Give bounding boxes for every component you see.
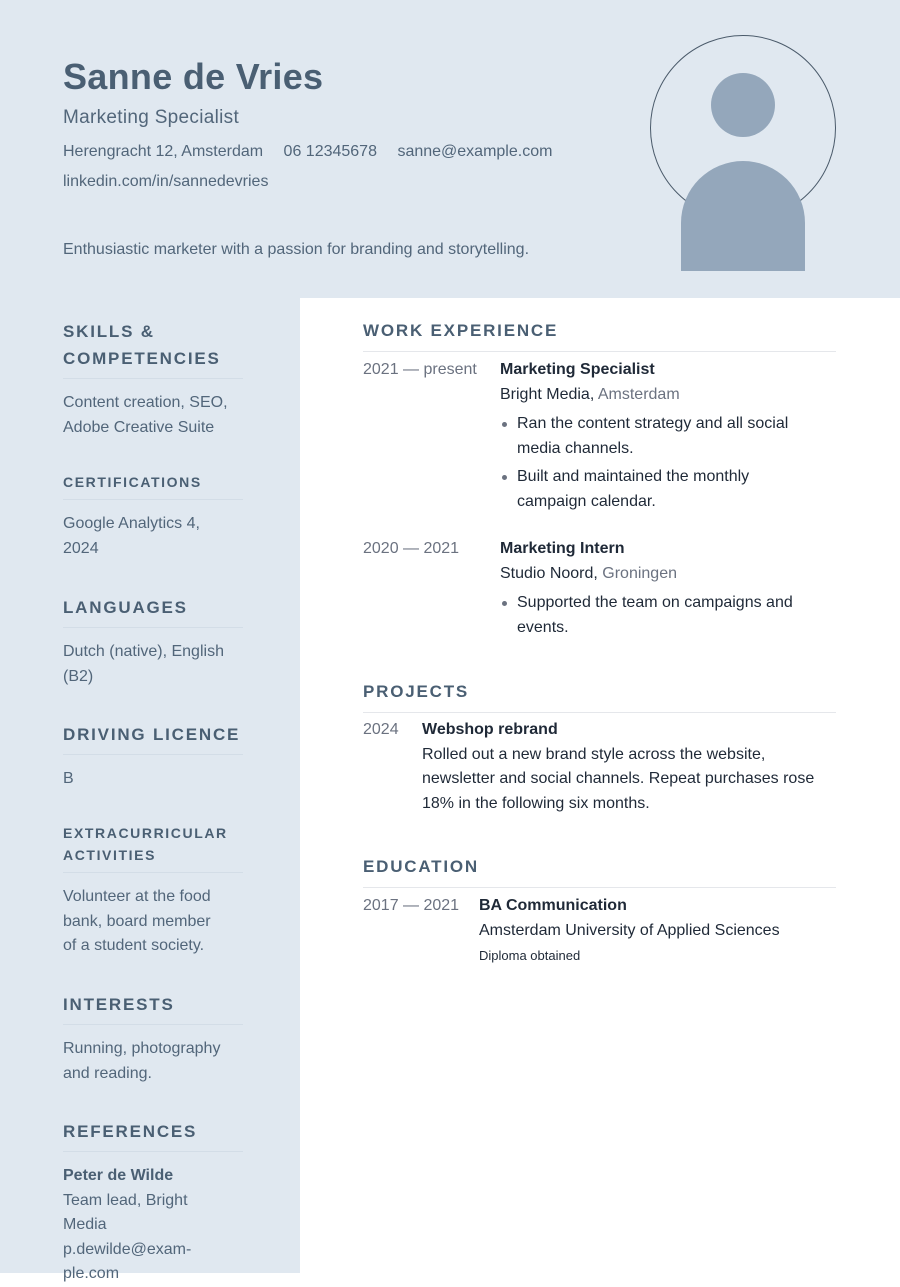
sidebar-heading-extracurricular: EXTRACURRICULAR ACTIVITIES bbox=[63, 822, 243, 873]
avatar-body bbox=[681, 161, 805, 271]
work-entry-2-location: Groningen bbox=[602, 564, 677, 582]
section-work-experience bbox=[363, 319, 836, 352]
contact-address: Herengracht 12, Amsterdam bbox=[63, 143, 264, 160]
sidebar-section-skills bbox=[63, 318, 243, 440]
work-entry-2-bullets bbox=[500, 591, 836, 640]
project-entry-1-title: Webshop rebrand bbox=[422, 721, 558, 738]
contact-phone: 06 12345678 bbox=[283, 143, 377, 160]
sidebar-section-certifications bbox=[63, 471, 243, 561]
contact-line bbox=[63, 143, 568, 161]
work-entry-2-org: Studio Noord, Groningen bbox=[500, 564, 677, 582]
project-entry-1 bbox=[422, 718, 840, 816]
work-entry-1 bbox=[500, 358, 836, 518]
bullet-item: Built and maintained the monthly campaign calendar. bbox=[500, 465, 806, 514]
work-entry-2-company: Studio Noord bbox=[500, 564, 594, 582]
sidebar-section-references bbox=[63, 1118, 243, 1287]
work-entry-2-dates: 2020 — 2021 bbox=[363, 540, 460, 557]
extracurricular-text: Volunteer at the food bank, board member of a student society. bbox=[63, 888, 211, 954]
sidebar-section-extracurricular bbox=[63, 822, 243, 959]
work-entry-1-bullets bbox=[500, 412, 836, 514]
profile-summary: Enthusiastic marketer with a passion for branding and storytelling. bbox=[63, 241, 530, 258]
section-projects bbox=[363, 680, 836, 713]
candidate-name: Sanne de Vries bbox=[63, 56, 324, 97]
sidebar-heading-interests: INTERESTS bbox=[63, 991, 243, 1025]
reference-role: Team lead, Bright Media bbox=[63, 1191, 188, 1233]
project-entry-1-description: Rolled out a new brand style across the website, newsletter and social channels. Repeat purchases rose 18% in the following six months. bbox=[422, 745, 815, 812]
work-entry-1-company: Bright Media bbox=[500, 385, 590, 403]
section-heading-projects: PROJECTS bbox=[363, 680, 836, 713]
candidate-job-title: Marketing Specialist bbox=[63, 107, 240, 128]
avatar-placeholder-icon bbox=[650, 35, 836, 221]
work-entry-1-dates: 2021 — present bbox=[363, 361, 477, 378]
sidebar-section-interests bbox=[63, 991, 243, 1086]
project-entry-1-year: 2024 bbox=[363, 721, 399, 738]
sidebar-heading-references: REFERENCES bbox=[63, 1118, 243, 1152]
avatar-head bbox=[711, 73, 775, 137]
certifications-text: Google Analytics 4, 2024 bbox=[63, 515, 200, 557]
education-entry-1 bbox=[479, 894, 836, 963]
sidebar-section-languages bbox=[63, 594, 243, 689]
sidebar-heading-skills: SKILLS & COMPETENCIES bbox=[63, 318, 243, 379]
bullet-item: Ran the content strategy and all social media channels. bbox=[500, 412, 806, 461]
contact-email[interactable]: sanne@example.com bbox=[397, 143, 553, 160]
interests-text: Running, photography and reading. bbox=[63, 1040, 221, 1082]
section-heading-education: EDUCATION bbox=[363, 855, 836, 888]
languages-text: Dutch (native), English (B2) bbox=[63, 643, 224, 685]
section-heading-work-experience: WORK EXPERIENCE bbox=[363, 319, 836, 352]
reference-name: Peter de Wilde bbox=[63, 1167, 174, 1184]
education-entry-1-degree: BA Communication bbox=[479, 897, 627, 914]
sidebar-heading-driving-licence: DRIVING LICENCE bbox=[63, 721, 243, 755]
bullet-item: Supported the team on campaigns and events. bbox=[500, 591, 806, 640]
section-education bbox=[363, 855, 836, 888]
education-entry-1-dates: 2017 — 2021 bbox=[363, 897, 460, 914]
education-entry-1-school: Amsterdam University of Applied Sciences bbox=[479, 921, 780, 939]
sidebar-section-driving-licence bbox=[63, 721, 243, 792]
work-entry-2-title: Marketing Intern bbox=[500, 540, 625, 557]
work-entry-1-org: Bright Media, Amsterdam bbox=[500, 385, 680, 403]
education-entry-1-note: Diploma obtained bbox=[479, 948, 581, 963]
work-entry-1-title: Marketing Specialist bbox=[500, 361, 655, 378]
work-entry-2 bbox=[500, 537, 836, 644]
sidebar-heading-certifications: CERTIFICATIONS bbox=[63, 471, 243, 500]
sidebar-heading-languages: LANGUAGES bbox=[63, 594, 243, 628]
contact-linkedin[interactable]: linkedin.com/in/sannedevries bbox=[63, 173, 269, 190]
reference-email[interactable]: p.dewilde@exam-ple.com bbox=[63, 1240, 192, 1282]
work-entry-1-location: Amsterdam bbox=[597, 385, 680, 403]
skills-text: Content creation, SEO, Adobe Creative Suite bbox=[63, 394, 228, 436]
driving-licence-text: B bbox=[63, 770, 74, 787]
